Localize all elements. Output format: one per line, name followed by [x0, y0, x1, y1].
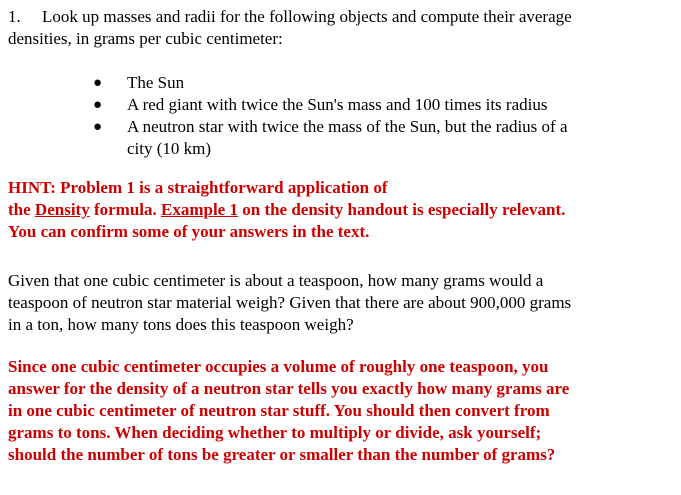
hint2-line3: in one cubic centimeter of neutron star stuff. You should then convert from — [8, 401, 550, 420]
document-page — [8, 0, 676, 466]
list-item — [8, 72, 676, 94]
hint2-line4: grams to tons. When deciding whether to multiply or divide, ask yourself; — [8, 423, 542, 442]
density-link[interactable]: Density — [34, 200, 90, 219]
list-item-text: The Sun — [127, 73, 185, 92]
object-list — [8, 72, 676, 160]
question-paragraph-2 — [8, 270, 676, 336]
question-title-line1 — [8, 6, 676, 28]
hint2-line1: Since one cubic centimeter occupies a volume of roughly one teaspoon, you — [8, 357, 549, 376]
question-title-line2: densities, in grams per cubic centimeter: — [8, 29, 283, 48]
list-item-text: A neutron star with twice the mass of the Sun, but the radius of a — [127, 117, 568, 136]
question-title-text: Look up masses and radii for the following objects and compute their average — [42, 7, 572, 26]
question-1 — [8, 6, 676, 50]
list-item-text: A red giant with twice the Sun's mass and 100 times its radius — [127, 95, 548, 114]
hint-block-2 — [8, 356, 676, 466]
list-item — [8, 116, 676, 160]
bullet-icon: ● — [93, 119, 103, 135]
hint1-text: on the density handout is especially relevant. — [237, 200, 566, 219]
list-item-text-cont: city (10 km) — [127, 139, 212, 158]
hint1-line2 — [8, 199, 676, 221]
paragraph2-line3: in a ton, how many tons does this teaspoon weigh? — [8, 315, 354, 334]
list-item — [8, 94, 676, 116]
hint2-line2: answer for the density of a neutron star tells you exactly how many grams are — [8, 379, 570, 398]
paragraph2-line1: Given that one cubic centimeter is about a teaspoon, how many grams would a — [8, 271, 544, 290]
hint-block-1 — [8, 177, 676, 243]
bullet-icon: ● — [93, 97, 103, 113]
bullet-icon: ● — [93, 75, 103, 91]
hint1-text: formula. — [89, 200, 161, 219]
hint2-line5: should the number of tons be greater or smaller than the number of grams? — [8, 445, 556, 464]
hint1-line1: HINT: Problem 1 is a straightforward application of — [8, 178, 388, 197]
hint1-line3: You can confirm some of your answers in the text. — [8, 222, 370, 241]
example-1-link[interactable]: Example 1 — [161, 200, 238, 219]
question-number: 1. — [8, 7, 21, 26]
hint1-text: the — [8, 200, 35, 219]
paragraph2-line2: teaspoon of neutron star material weigh? Given that there are about 900,000 grams — [8, 293, 572, 312]
